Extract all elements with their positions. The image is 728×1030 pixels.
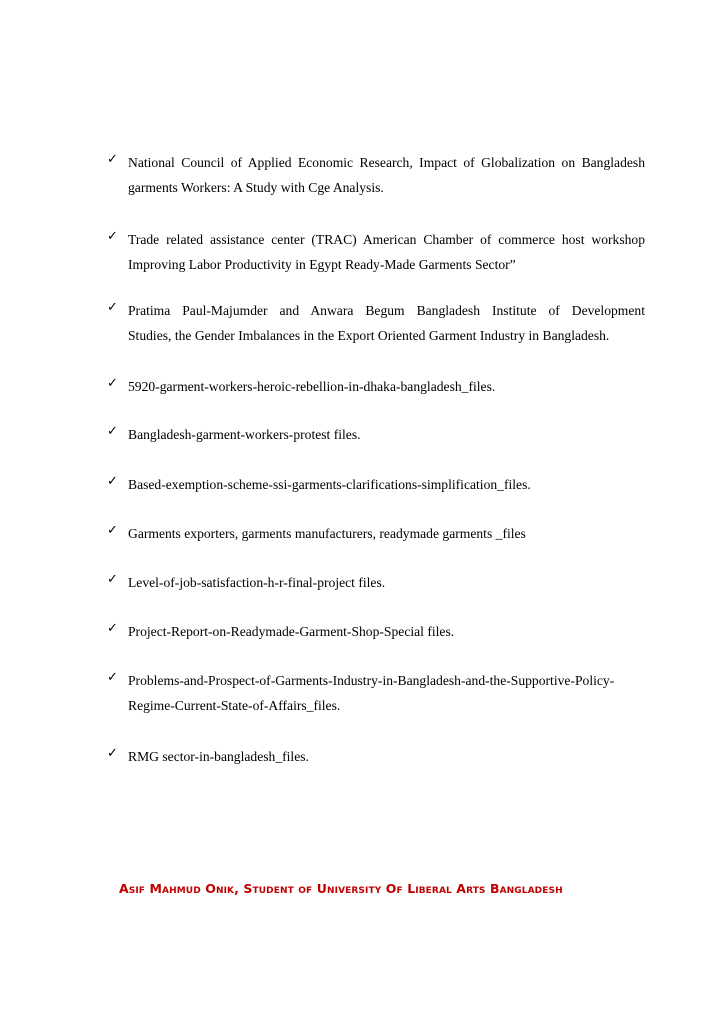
reference-text-line: Trade related assistance center (TRAC) American Chamber of commerce host workshop xyxy=(128,232,645,247)
reference-item xyxy=(107,744,645,769)
check-mark-icon: ✓ xyxy=(107,746,118,761)
reference-text-line: Garments exporters, garments manufacturers, readymade garments _files xyxy=(128,526,526,541)
reference-text-line: Project-Report-on-Readymade-Garment-Shop-Special files. xyxy=(128,624,455,639)
reference-item xyxy=(107,298,645,348)
reference-item xyxy=(107,472,645,497)
check-mark-icon: ✓ xyxy=(107,670,118,685)
check-mark-icon: ✓ xyxy=(107,523,118,538)
check-mark-icon: ✓ xyxy=(107,376,118,391)
reference-item xyxy=(107,150,645,200)
check-mark-icon: ✓ xyxy=(107,229,118,244)
check-mark-icon: ✓ xyxy=(107,474,118,489)
reference-text-line: Problems-and-Prospect-of-Garments-Industry-in-Bangladesh-and-the-Supportive-Policy- xyxy=(128,673,615,688)
reference-text-line: Based-exemption-scheme-ssi-garments-clarifications-simplification_files. xyxy=(128,477,531,492)
check-mark-icon: ✓ xyxy=(107,572,118,587)
check-mark-icon: ✓ xyxy=(107,152,118,167)
reference-item xyxy=(107,521,645,546)
reference-text-line: Regime-Current-State-of-Affairs_files. xyxy=(128,698,341,713)
reference-text-line: RMG sector-in-bangladesh_files. xyxy=(128,749,309,764)
reference-item xyxy=(107,668,645,718)
reference-text-line: Bangladesh-garment-workers-protest files. xyxy=(128,427,361,442)
reference-text-line: Level-of-job-satisfaction-h-r-final-project files. xyxy=(128,575,386,590)
reference-text-line: 5920-garment-workers-heroic-rebellion-in-dhaka-bangladesh_files. xyxy=(128,379,496,394)
reference-text-line: garments Workers: A Study with Cge Analysis. xyxy=(128,180,384,195)
page-footer: Asif Mahmud Onik, Student of University Of Liberal Arts Bangladesh xyxy=(119,881,563,896)
reference-item xyxy=(107,227,645,277)
reference-item xyxy=(107,570,645,595)
reference-text-line: Pratima Paul-Majumder and Anwara Begum Bangladesh Institute of Development xyxy=(128,303,645,318)
reference-text-line: National Council of Applied Economic Research, Impact of Globalization on Bangladesh xyxy=(128,155,645,170)
check-mark-icon: ✓ xyxy=(107,300,118,315)
reference-item xyxy=(107,374,645,399)
reference-text-line: Improving Labor Productivity in Egypt Ready-Made Garments Sector” xyxy=(128,257,516,272)
reference-text-line: Studies, the Gender Imbalances in the Export Oriented Garment Industry in Bangladesh. xyxy=(128,328,610,343)
reference-item xyxy=(107,422,645,447)
reference-item xyxy=(107,619,645,644)
check-mark-icon: ✓ xyxy=(107,424,118,439)
check-mark-icon: ✓ xyxy=(107,621,118,636)
